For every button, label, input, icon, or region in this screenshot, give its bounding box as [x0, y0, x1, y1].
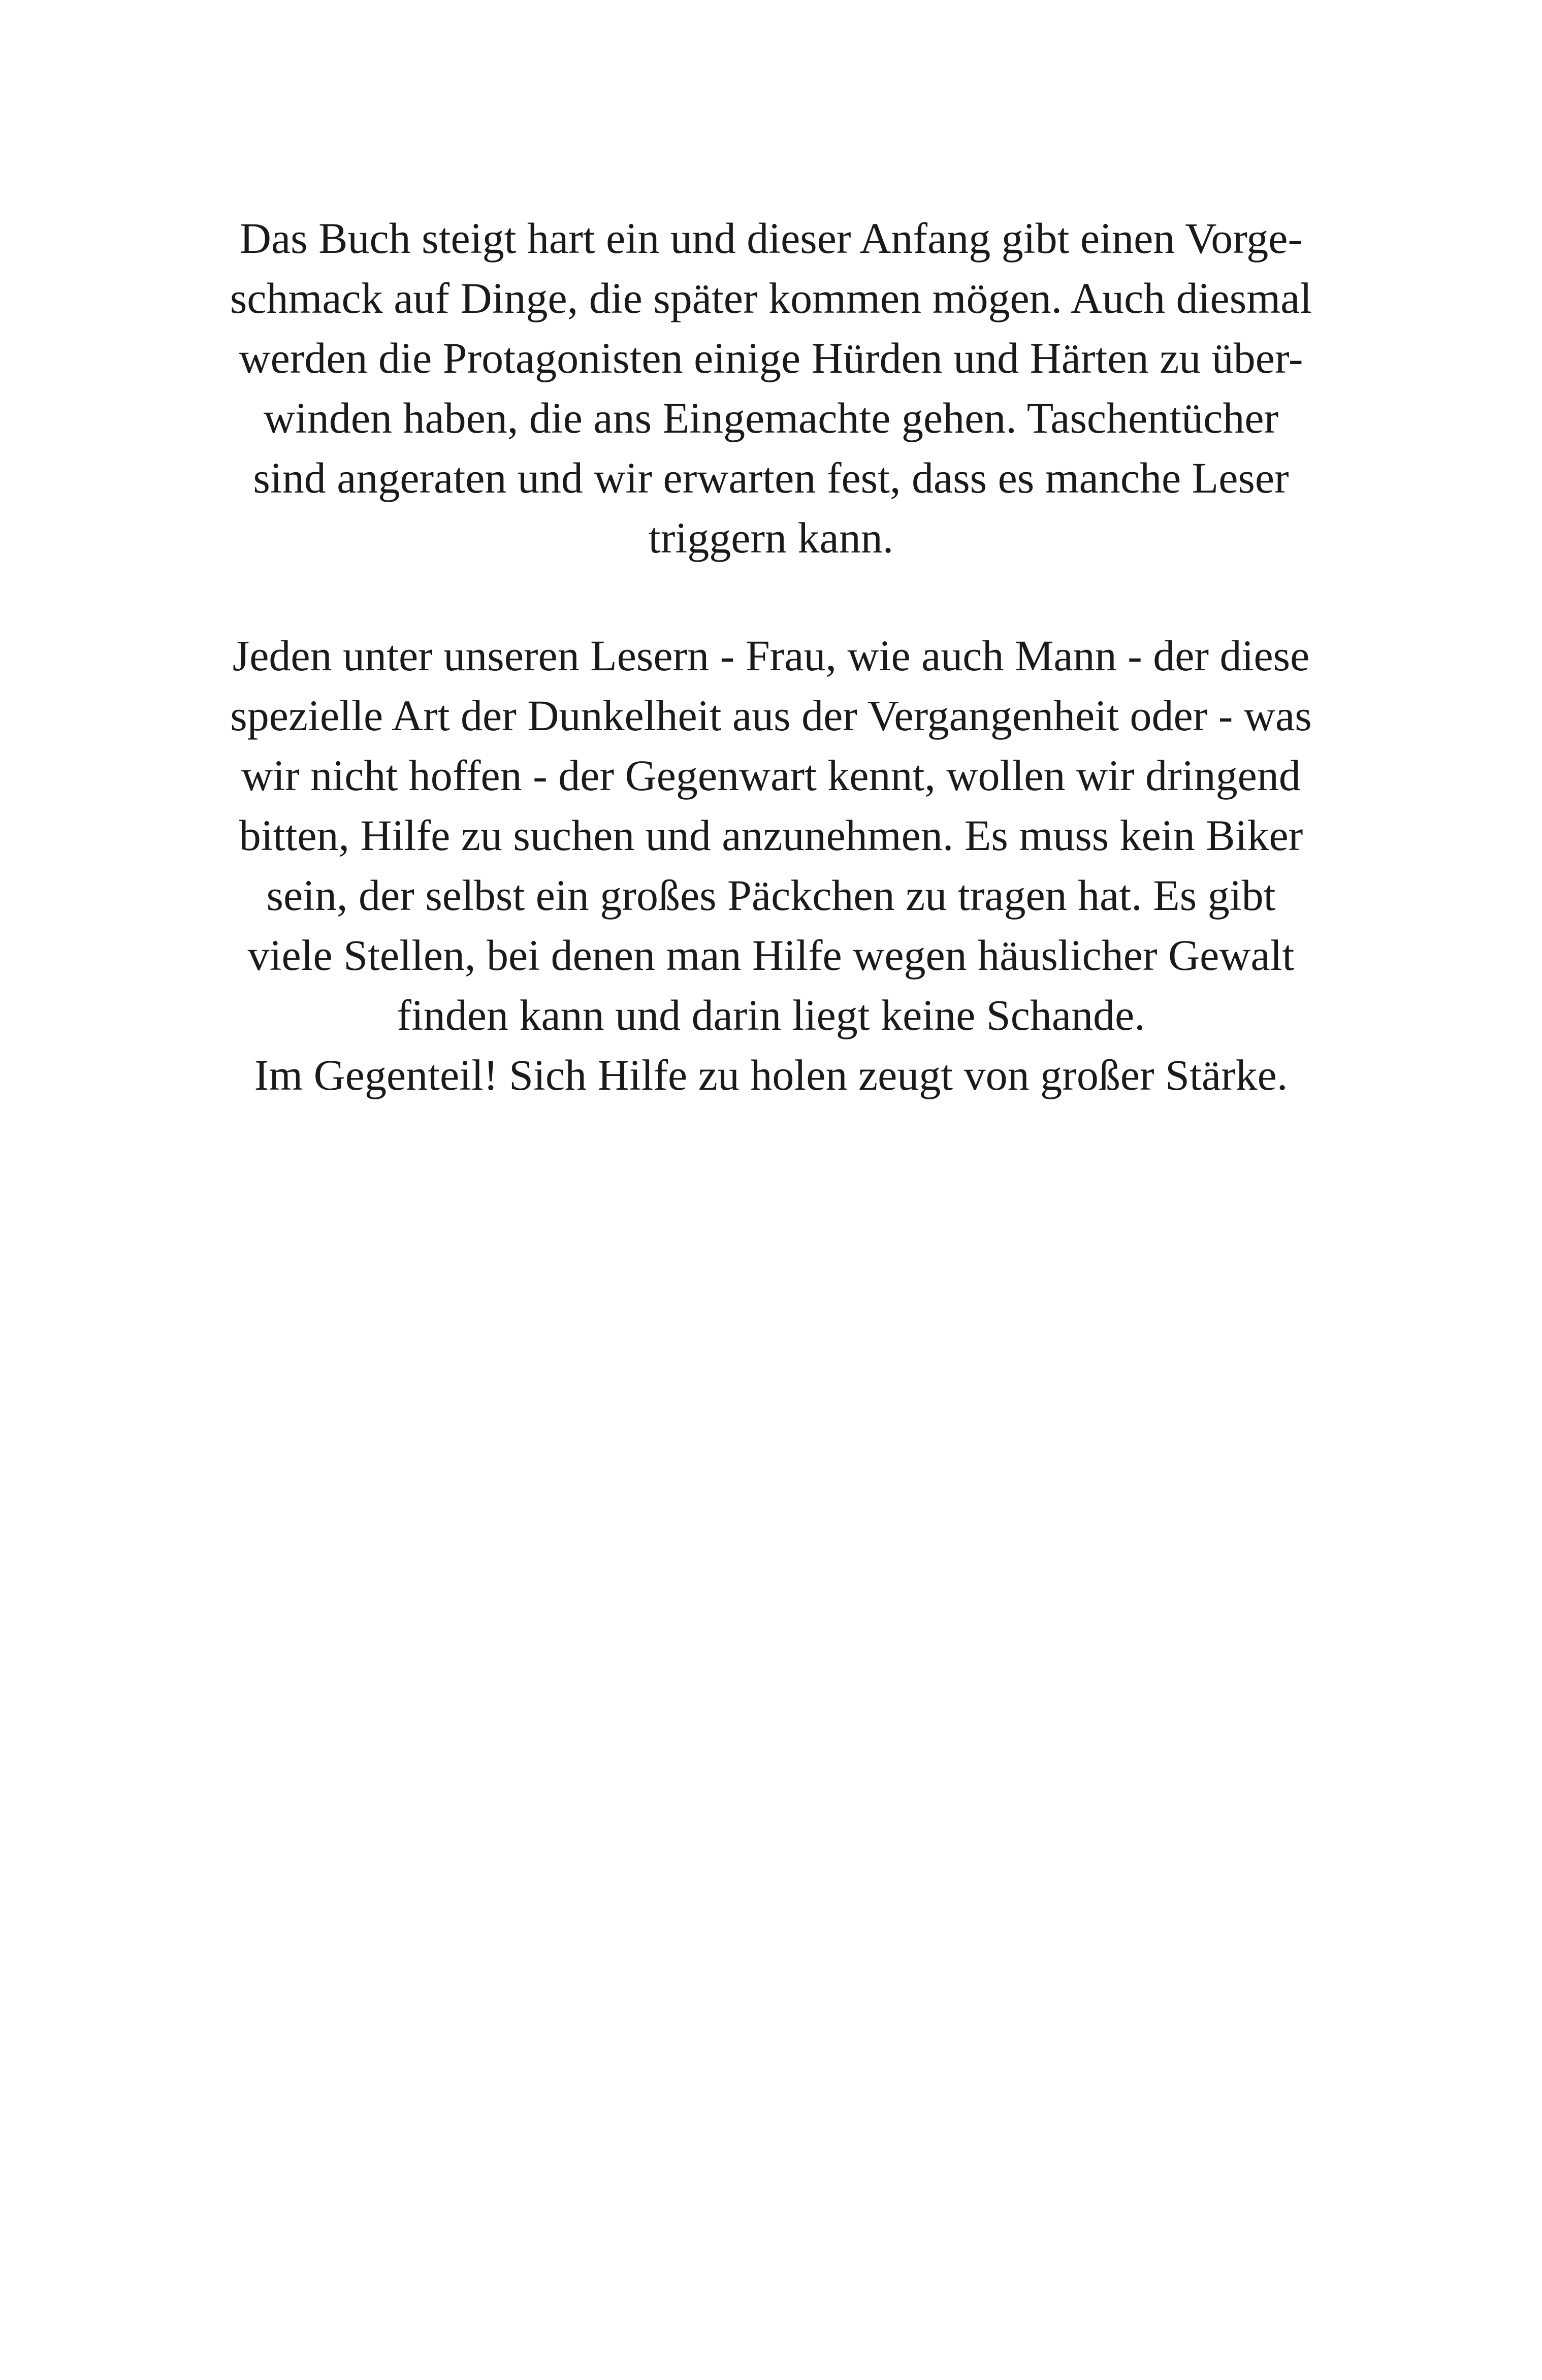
text-line: Im Gegenteil! Sich Hilfe zu holen zeugt von großer Stärke.: [254, 1051, 1288, 1099]
text-line: viele Stellen, bei denen man Hilfe wegen häuslicher Gewalt: [247, 931, 1295, 980]
text-line: wir nicht hoffen - der Gegenwart kennt, wollen wir dringend: [241, 751, 1301, 800]
text-line: spezielle Art der Dunkelheit aus der Vergangenheit oder - was: [230, 691, 1312, 740]
text-line: winden haben, die ans Eingemachte gehen. Taschentücher: [263, 394, 1279, 442]
text-line: schmack auf Dinge, die später kommen mögen. Auch diesmal: [230, 274, 1312, 322]
text-line: bitten, Hilfe zu suchen und anzunehmen. Es muss kein Biker: [239, 811, 1303, 860]
text-line: sein, der selbst ein großes Päckchen zu tragen hat. Es gibt: [266, 871, 1276, 920]
text-line: Das Buch steigt hart ein und dieser Anfang gibt einen Vorge-: [239, 214, 1303, 263]
text-line: triggern kann.: [648, 513, 894, 562]
text-line: sind angeraten und wir erwarten fest, dass es manche Leser: [253, 453, 1289, 502]
text-line: Jeden unter unseren Lesern - Frau, wie auch Mann - der diese: [232, 631, 1310, 680]
paragraph-trigger-warning: [152, 208, 1390, 568]
paragraph-help-appeal: [152, 626, 1390, 1105]
text-line: werden die Protagonisten einige Hürden und Härten zu über-: [239, 334, 1303, 382]
text-line: finden kann und darin liegt keine Schande.: [397, 991, 1145, 1039]
